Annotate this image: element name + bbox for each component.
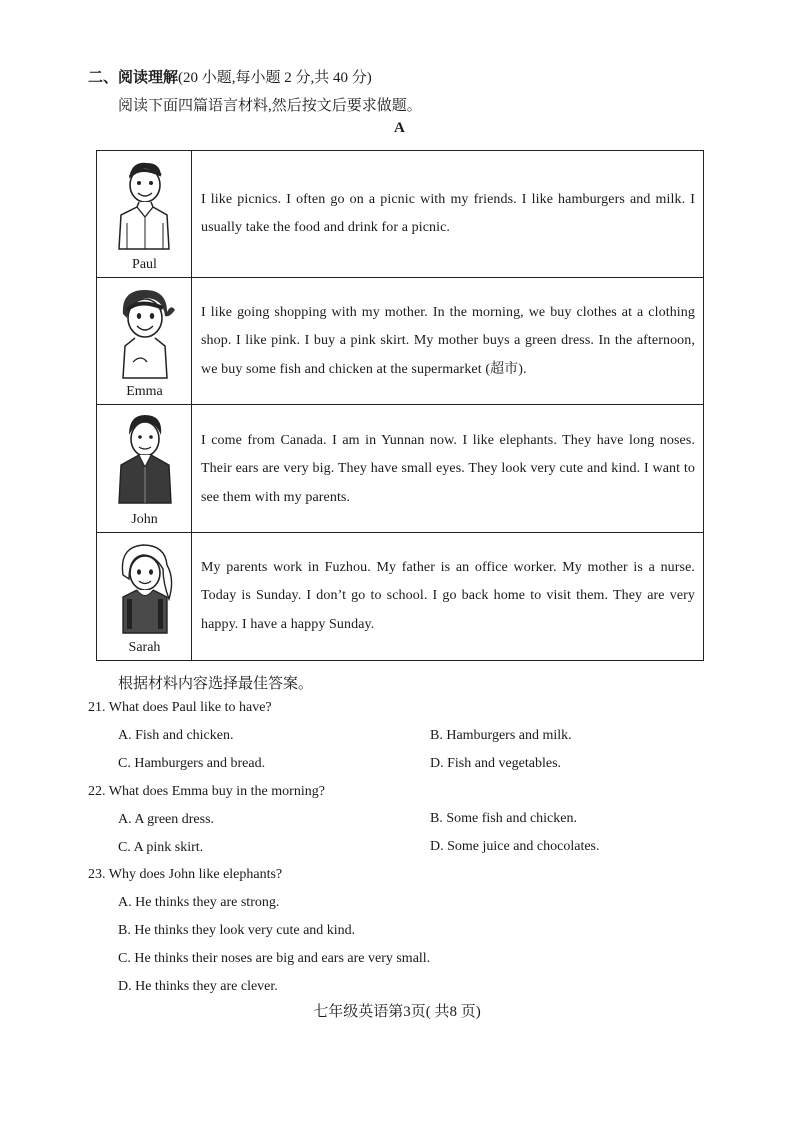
question-22-option-d[interactable]: D. Some juice and chocolates. [430,839,600,854]
section-title-bold: 二、阅读理解 [88,70,179,86]
person-name: Sarah [128,640,161,655]
table-row-john [97,405,703,533]
question-23-stem: 23. Why does John like elephants? [88,867,283,882]
portrait-cell [97,278,192,404]
table-row-paul [97,151,703,278]
boy-jacket-portrait-icon [109,411,179,507]
person-text: I like picnics. I often go on a picnic with my friends. I like hamburgers and milk. I usually take the food and drink for a picnic. [201,192,695,236]
part-label: A [394,120,405,136]
question-instruction: 根据材料内容选择最佳答案。 [118,676,314,692]
person-text: I come from Canada. I am in Yunnan now. I like elephants. They have long noses. Their ears are very big. They have small eyes. They look very cute and kind. I want to see them with my parents. [201,433,695,505]
question-21-stem: 21. What does Paul like to have? [88,700,272,715]
question-22-option-c[interactable]: C. A pink skirt. [118,840,204,855]
section-instruction: 阅读下面四篇语言材料,然后按文后要求做题。 [118,98,422,114]
question-22-option-b[interactable]: B. Some fish and chicken. [430,811,577,826]
question-22-option-a[interactable]: A. A green dress. [118,812,215,827]
question-21-option-b[interactable]: B. Hamburgers and milk. [430,728,572,743]
boy-portrait-icon [109,157,179,253]
question-21-option-d[interactable]: D. Fish and vegetables. [430,756,562,771]
person-text: My parents work in Fuzhou. My father is an office worker. My mother is a nurse. Today is Sunday. I don’t go to school. I go back home to visit them. They are very happy. I have a happy Sunday. [201,560,695,632]
question-23-option-d[interactable]: D. He thinks they are clever. [118,979,278,994]
table-row-sarah [97,533,703,660]
girl-backpack-portrait-icon [109,539,179,635]
section-title-note: (20 小题,每小题 2 分,共 40 分) [178,70,372,86]
question-23-option-c[interactable]: C. He thinks their noses are big and ears are very small. [118,951,431,966]
person-name: John [131,512,158,527]
page-footer: 七年级英语第3页( 共8 页) [313,1004,481,1020]
table-row-emma [97,278,703,405]
section-title [88,66,372,87]
question-21-option-a[interactable]: A. Fish and chicken. [118,728,234,743]
portrait-cell [97,151,192,277]
question-23-option-b[interactable]: B. He thinks they look very cute and kind. [118,923,356,938]
person-text: I like going shopping with my mother. In the morning, we buy clothes at a clothing shop. I like pink. I buy a pink skirt. My mother buys a green dress. In the afternoon, we buy some fish and chicken at the supermarket (超市). [201,305,695,377]
girl-portrait-icon [109,284,179,380]
portrait-cell [97,533,192,660]
question-22-stem: 22. What does Emma buy in the morning? [88,784,325,799]
reading-table [96,150,704,661]
portrait-cell [97,405,192,532]
person-name: Emma [126,384,163,399]
question-21-option-c[interactable]: C. Hamburgers and bread. [118,756,266,771]
person-name: Paul [132,257,157,272]
question-23-option-a[interactable]: A. He thinks they are strong. [118,895,280,910]
